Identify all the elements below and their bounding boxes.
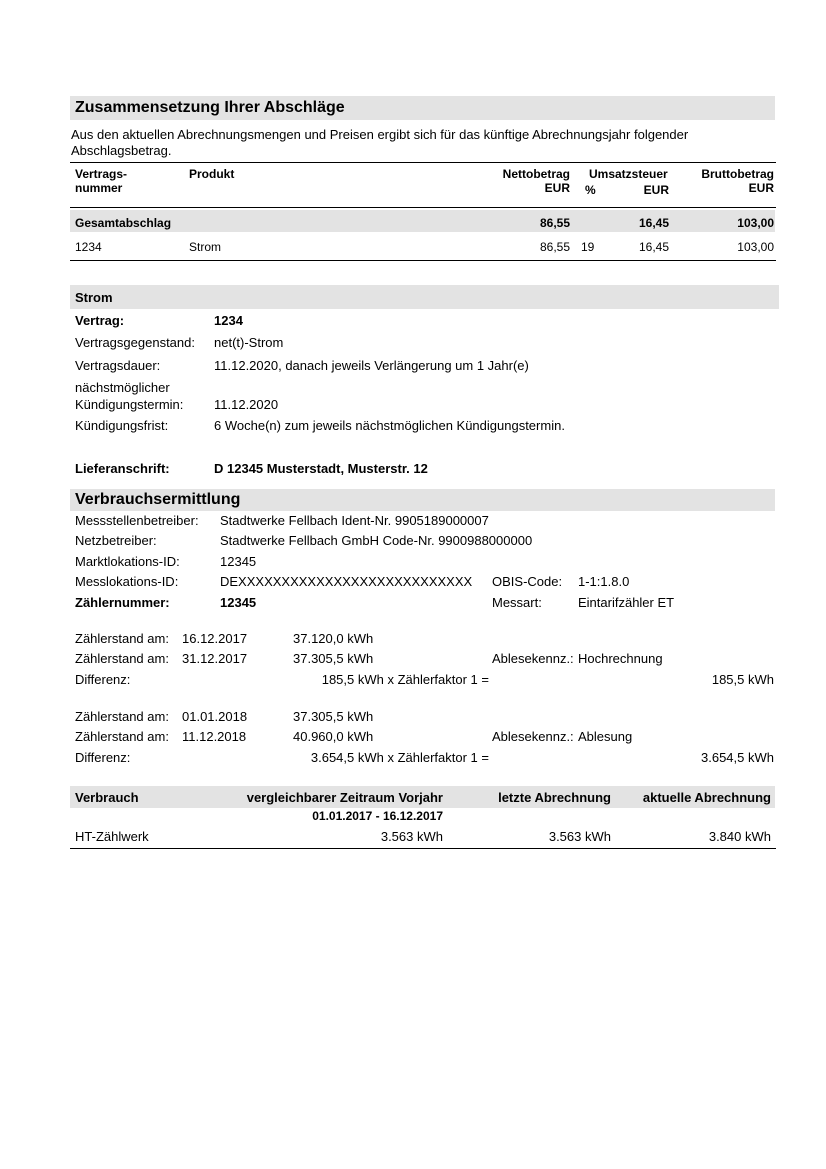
ablesekennz-value: Ablesung xyxy=(578,729,633,744)
zaehlerstand-date: 11.12.2018 xyxy=(182,729,247,744)
comparison-col-letzte: letzte Abrechnung xyxy=(498,790,611,805)
gegenstand-value: net(t)-Strom xyxy=(214,335,284,350)
intro-text-line1: Aus den aktuellen Abrechnungsmengen und Preisen ergibt sich für das künftige Abrechnungsjahr folgender xyxy=(71,127,689,142)
messstelle-value: Stadtwerke Fellbach Ident-Nr. 9905189000007 xyxy=(220,513,489,528)
row-ust-eur: 16,45 xyxy=(638,240,669,254)
gegenstand-label: Vertragsgegenstand: xyxy=(75,335,195,350)
intro-text-line2: Abschlagsbetrag. xyxy=(71,143,172,158)
total-ust: 16,45 xyxy=(638,216,669,230)
table-header-rule xyxy=(70,207,776,208)
zaehlerstand-value: 37.305,5 kWh xyxy=(293,709,374,724)
dauer-value: 11.12.2020, danach jeweils Verlängerung um 1 Jahr(e) xyxy=(214,358,529,373)
row-produkt: Strom xyxy=(189,240,222,254)
ablesekennz-label: Ablesekennz.: xyxy=(492,651,574,666)
zaehlerstand-date: 01.01.2018 xyxy=(182,709,248,724)
col-header-vertrag-2: nummer xyxy=(75,181,123,195)
lieferanschrift-label: Lieferanschrift: xyxy=(75,461,170,476)
zaehlernummer-label: Zählernummer: xyxy=(75,595,170,610)
total-row-band xyxy=(70,210,775,232)
section-title-abschlaege: Zusammensetzung Ihrer Abschläge xyxy=(75,99,345,116)
zaehlerstand-label: Zählerstand am: xyxy=(75,631,169,646)
total-brutto: 103,00 xyxy=(737,216,774,230)
obis-label: OBIS-Code: xyxy=(492,574,563,589)
differenz-calc: 185,5 kWh x Zählerfaktor 1 = xyxy=(321,672,489,687)
netzbetreiber-label: Netzbetreiber: xyxy=(75,533,157,548)
differenz-total: 3.654,5 kWh xyxy=(701,750,774,765)
zaehlerstand-value: 37.120,0 kWh xyxy=(293,631,374,646)
messstelle-label: Messstellenbetreiber: xyxy=(75,513,199,528)
comparison-col-aktuelle: aktuelle Abrechnung xyxy=(642,790,771,805)
comparison-period: 01.01.2017 - 16.12.2017 xyxy=(312,809,443,823)
messlokation-label: Messlokations-ID: xyxy=(75,574,179,589)
comparison-row-vorjahr: 3.563 kWh xyxy=(380,829,443,844)
section-title-verbrauch: Verbrauchsermittlung xyxy=(75,491,241,508)
table-bottom-rule xyxy=(70,260,776,261)
marktlokation-label: Marktlokations-ID: xyxy=(75,554,180,569)
total-label: Gesamtabschlag xyxy=(75,216,172,230)
total-netto: 86,55 xyxy=(539,216,570,230)
messart-value: Eintarifzähler ET xyxy=(578,595,675,610)
zaehlerstand-label: Zählerstand am: xyxy=(75,729,169,744)
differenz-label: Differenz: xyxy=(75,672,131,687)
lieferanschrift-value: D 12345 Musterstadt, Musterstr. 12 xyxy=(214,461,428,476)
comparison-row-aktuelle: 3.840 kWh xyxy=(708,829,771,844)
col-header-vertrag: Vertrags- xyxy=(75,167,128,181)
row-brutto: 103,00 xyxy=(737,240,774,254)
comparison-col-verbrauch: Verbrauch xyxy=(75,790,139,805)
zaehlerstand-label: Zählerstand am: xyxy=(75,651,169,666)
frist-label: Kündigungsfrist: xyxy=(75,418,169,433)
col-header-netto: Nettobetrag xyxy=(502,167,570,181)
col-header-netto-unit: EUR xyxy=(544,181,570,195)
comparison-bottom-rule xyxy=(70,848,776,849)
kuendigung-label-1: nächstmöglicher xyxy=(75,380,170,395)
col-header-brutto-unit: EUR xyxy=(748,181,774,195)
col-header-produkt: Produkt xyxy=(189,167,235,181)
zaehlerstand-value: 40.960,0 kWh xyxy=(293,729,374,744)
messlokation-value: DEXXXXXXXXXXXXXXXXXXXXXXXXXXX xyxy=(220,574,473,589)
obis-value: 1-1:1.8.0 xyxy=(578,574,630,589)
table-top-rule xyxy=(70,162,776,163)
comparison-row-letzte: 3.563 kWh xyxy=(548,829,611,844)
differenz-label: Differenz: xyxy=(75,750,131,765)
row-ust-pct: 19 xyxy=(581,240,595,254)
section-header-strom xyxy=(70,285,779,309)
marktlokation-value: 12345 xyxy=(220,554,257,569)
dauer-label: Vertragsdauer: xyxy=(75,358,161,373)
col-header-ust-pct: % xyxy=(585,183,596,197)
row-vertrag: 1234 xyxy=(75,240,102,254)
section-title-strom: Strom xyxy=(75,290,113,305)
differenz-total: 185,5 kWh xyxy=(711,672,774,687)
col-header-ust: Umsatzsteuer xyxy=(589,167,668,181)
zaehlerstand-label: Zählerstand am: xyxy=(75,709,169,724)
zaehlerstand-value: 37.305,5 kWh xyxy=(293,651,374,666)
vertrag-label: Vertrag: xyxy=(75,313,125,328)
col-header-ust-eur: EUR xyxy=(643,183,669,197)
zaehlernummer-value: 12345 xyxy=(220,595,257,610)
kuendigung-label-2: Kündigungstermin: xyxy=(75,397,184,412)
differenz-calc: 3.654,5 kWh x Zählerfaktor 1 = xyxy=(310,750,489,765)
frist-value: 6 Woche(n) zum jeweils nächstmöglichen Kündigungstermin. xyxy=(214,418,565,433)
zaehlerstand-date: 16.12.2017 xyxy=(182,631,248,646)
messart-label: Messart: xyxy=(492,595,542,610)
zaehlerstand-date: 31.12.2017 xyxy=(182,651,248,666)
comparison-row-label: HT-Zählwerk xyxy=(75,829,149,844)
ablesekennz-value: Hochrechnung xyxy=(578,651,663,666)
netzbetreiber-value: Stadtwerke Fellbach GmbH Code-Nr. 9900988000000 xyxy=(220,533,533,548)
comparison-col-vorjahr: vergleichbarer Zeitraum Vorjahr xyxy=(246,790,443,805)
col-header-brutto: Bruttobetrag xyxy=(701,167,774,181)
vertrag-value: 1234 xyxy=(214,313,243,328)
kuendigung-value: 11.12.2020 xyxy=(214,397,279,412)
ablesekennz-label: Ablesekennz.: xyxy=(492,729,574,744)
row-netto: 86,55 xyxy=(539,240,570,254)
